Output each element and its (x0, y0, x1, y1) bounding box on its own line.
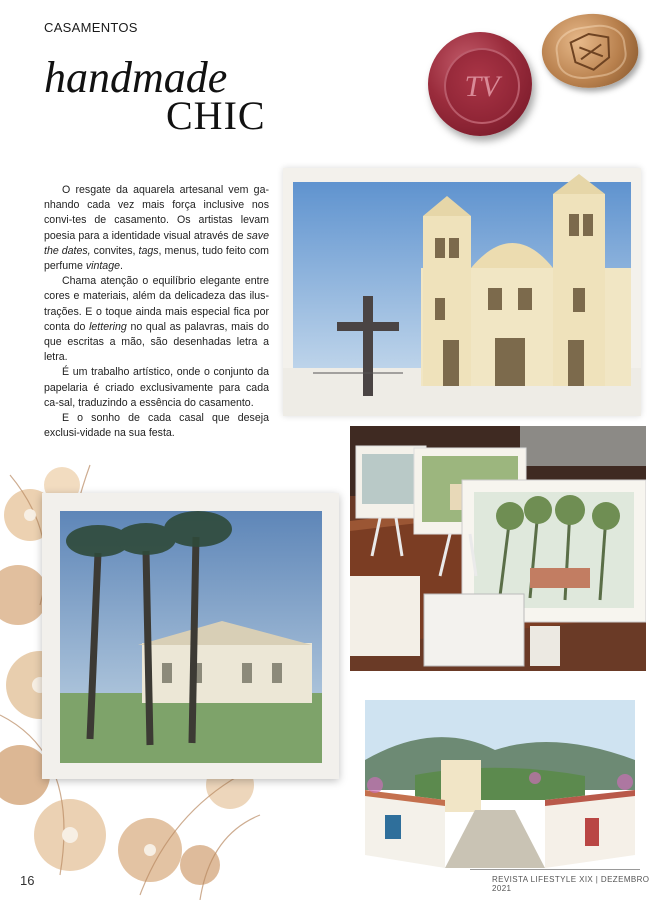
text-run: . (119, 260, 123, 273)
monogram-tv (446, 50, 518, 122)
invitations-on-easels-photo (350, 426, 646, 671)
red-wax-seal (428, 32, 532, 136)
article-paragraph-4 (44, 411, 269, 441)
text-run: O resgate da aquarela artesanal vem ga-nhando cada vez mais força inclusive nos convi-tes de casamento. Os artistas levam poesia para a identidade visual através de (44, 184, 269, 242)
text-run: no qual as palavras, mais do que escritas a mão, são desenhadas letra a letra. (44, 320, 269, 364)
footer-rule (470, 869, 640, 870)
text-run: convites, (90, 244, 139, 257)
page-number: 16 (20, 873, 35, 888)
text-run: Chama atenção o equilíbrio elegante entre cores e materiais, além da delicadeza das ilus-trações. E o toque ainda mais especial fica por conta do (44, 275, 269, 333)
title-chic: CHIC (166, 93, 266, 138)
red-wax-seal-face (444, 48, 520, 124)
title-handmade: handmade (44, 53, 228, 102)
church-watercolor-photo (283, 168, 641, 416)
svg-text:TV: TV (464, 70, 500, 103)
italic-term: vintage (85, 260, 120, 273)
article-paragraph-3 (44, 365, 269, 411)
text-run: , menus, tudo feito com perfume (44, 244, 269, 273)
gold-wax-seal (537, 8, 642, 95)
text-run: E o sonho de cada casal que deseja exclusi-vidade na sua festa. (44, 412, 269, 440)
italic-term: lettering (89, 320, 127, 333)
palm-watercolor-photo (42, 493, 339, 779)
gold-wax-seal-face (553, 21, 630, 82)
section-label: CASAMENTOS (44, 20, 138, 35)
street-watercolor-illustration (345, 690, 645, 885)
crest-icon (555, 23, 627, 80)
publication-footer: REVISTA LIFESTYLE XIX | DEZEMBRO 2021 (492, 875, 650, 893)
colonial-street-watercolor (345, 690, 645, 885)
article-paragraph-2 (44, 274, 269, 365)
palm-watercolor-illustration (42, 493, 339, 779)
church-watercolor-illustration (283, 168, 641, 416)
text-run: É um trabalho artístico, onde o conjunto da papelaria é criado exclusivamente para cada ca-sal, traduzindo a essência do casamento. (44, 366, 269, 409)
invitations-illustration (350, 426, 646, 671)
article-body (44, 183, 269, 441)
italic-term: save the dates, (44, 229, 269, 257)
article-paragraph-1 (44, 183, 269, 274)
italic-term: tags (138, 244, 159, 257)
